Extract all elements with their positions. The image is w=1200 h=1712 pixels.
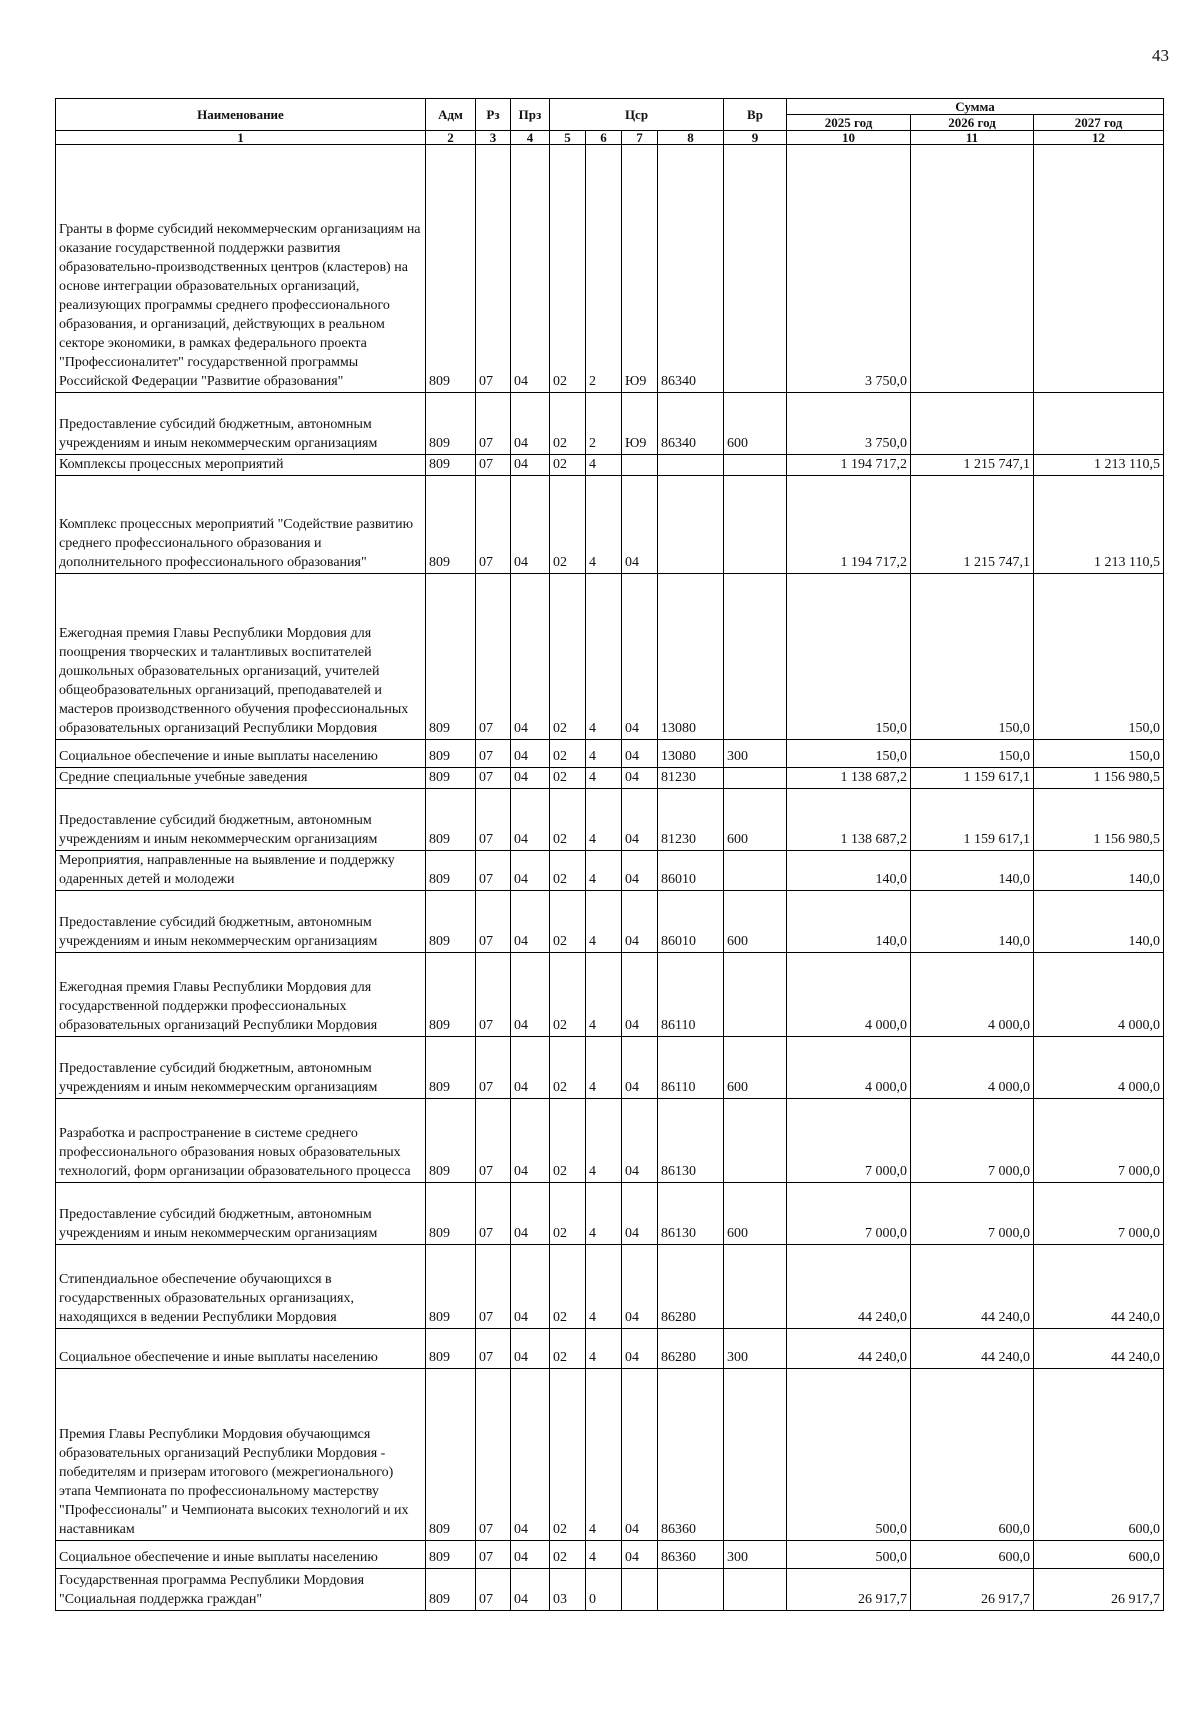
- header-vr: Вр: [724, 99, 787, 131]
- cell-sum-2027: 150,0: [1034, 740, 1164, 768]
- cell-sum-2025: 44 240,0: [787, 1245, 911, 1329]
- col-number: 10: [787, 131, 911, 145]
- col-number: 7: [622, 131, 658, 145]
- cell-csr-7: 04: [622, 1541, 658, 1569]
- cell-csr-5: 02: [550, 1099, 586, 1183]
- cell-csr-7: 04: [622, 789, 658, 851]
- header-year-2026: 2026 год: [911, 115, 1034, 131]
- cell-sum-2027: 26 917,7: [1034, 1569, 1164, 1611]
- cell-sum-2027: 7 000,0: [1034, 1099, 1164, 1183]
- cell-rz: 07: [476, 768, 511, 789]
- cell-prz: 04: [511, 145, 550, 393]
- row-name: Мероприятия, направленные на выявление и поддержку одаренных детей и молодежи: [56, 851, 426, 891]
- cell-sum-2025: 140,0: [787, 851, 911, 891]
- cell-csr-7: [622, 1569, 658, 1611]
- table-row: [56, 476, 1164, 574]
- cell-sum-2027: 600,0: [1034, 1369, 1164, 1541]
- table-row: [56, 1541, 1164, 1569]
- cell-csr-6: 4: [586, 1245, 622, 1329]
- cell-sum-2027: 44 240,0: [1034, 1329, 1164, 1369]
- cell-csr-5: 02: [550, 1369, 586, 1541]
- cell-vr: 600: [724, 1037, 787, 1099]
- cell-csr-7: 04: [622, 891, 658, 953]
- row-name: Ежегодная премия Главы Республики Мордовия для государственной поддержки профессиональных образовательных организаций Республики Мордовия: [56, 953, 426, 1037]
- cell-prz: 04: [511, 1183, 550, 1245]
- header-rz: Рз: [476, 99, 511, 131]
- cell-rz: 07: [476, 455, 511, 476]
- cell-csr-5: 02: [550, 1037, 586, 1099]
- cell-csr-5: 02: [550, 393, 586, 455]
- cell-csr-5: 02: [550, 1329, 586, 1369]
- table-row: [56, 1183, 1164, 1245]
- cell-rz: 07: [476, 1369, 511, 1541]
- cell-rz: 07: [476, 1099, 511, 1183]
- cell-sum-2027: 1 213 110,5: [1034, 476, 1164, 574]
- row-name: Предоставление субсидий бюджетным, автономным учреждениям и иным некоммерческим организациям: [56, 393, 426, 455]
- cell-prz: 04: [511, 574, 550, 740]
- table-row: [56, 768, 1164, 789]
- cell-csr-7: 04: [622, 740, 658, 768]
- cell-sum-2025: 500,0: [787, 1541, 911, 1569]
- header-name: Наименование: [56, 99, 426, 131]
- cell-csr-5: 02: [550, 476, 586, 574]
- cell-sum-2025: 3 750,0: [787, 393, 911, 455]
- cell-vr: 300: [724, 1329, 787, 1369]
- cell-csr-5: 02: [550, 574, 586, 740]
- cell-csr-8: 86130: [658, 1183, 724, 1245]
- cell-csr-6: 4: [586, 1099, 622, 1183]
- cell-vr: 300: [724, 1541, 787, 1569]
- cell-adm: 809: [426, 1037, 476, 1099]
- table-row: [56, 953, 1164, 1037]
- cell-sum-2026: 150,0: [911, 574, 1034, 740]
- cell-csr-8: [658, 455, 724, 476]
- cell-rz: 07: [476, 393, 511, 455]
- header-year-2025: 2025 год: [787, 115, 911, 131]
- cell-csr-5: 02: [550, 768, 586, 789]
- cell-adm: 809: [426, 953, 476, 1037]
- cell-csr-7: Ю9: [622, 145, 658, 393]
- cell-sum-2026: 7 000,0: [911, 1099, 1034, 1183]
- cell-csr-5: 02: [550, 455, 586, 476]
- cell-csr-8: 86010: [658, 891, 724, 953]
- table-row: [56, 574, 1164, 740]
- cell-prz: 04: [511, 1245, 550, 1329]
- table-row: [56, 1245, 1164, 1329]
- cell-csr-6: 4: [586, 740, 622, 768]
- cell-csr-5: 02: [550, 953, 586, 1037]
- cell-adm: 809: [426, 1369, 476, 1541]
- cell-sum-2025: 150,0: [787, 740, 911, 768]
- table-row: [56, 851, 1164, 891]
- cell-csr-8: 86280: [658, 1245, 724, 1329]
- row-name: Комплекс процессных мероприятий "Содействие развитию среднего профессионального образования и дополнительного профессионального образования": [56, 476, 426, 574]
- cell-sum-2027: 1 213 110,5: [1034, 455, 1164, 476]
- cell-adm: 809: [426, 768, 476, 789]
- cell-sum-2025: 4 000,0: [787, 1037, 911, 1099]
- cell-vr: [724, 145, 787, 393]
- row-name: Средние специальные учебные заведения: [56, 768, 426, 789]
- cell-sum-2026: 4 000,0: [911, 953, 1034, 1037]
- cell-sum-2027: 140,0: [1034, 851, 1164, 891]
- cell-sum-2027: 600,0: [1034, 1541, 1164, 1569]
- cell-adm: 809: [426, 1541, 476, 1569]
- cell-csr-5: 02: [550, 145, 586, 393]
- cell-sum-2027: 1 156 980,5: [1034, 789, 1164, 851]
- cell-csr-8: 86010: [658, 851, 724, 891]
- cell-sum-2025: 1 194 717,2: [787, 455, 911, 476]
- cell-csr-8: 81230: [658, 789, 724, 851]
- cell-csr-6: 4: [586, 455, 622, 476]
- cell-sum-2027: 1 156 980,5: [1034, 768, 1164, 789]
- page-number: 43: [1152, 46, 1169, 65]
- cell-csr-7: 04: [622, 1369, 658, 1541]
- cell-csr-5: 02: [550, 1245, 586, 1329]
- cell-rz: 07: [476, 1245, 511, 1329]
- row-name: Премия Главы Республики Мордовия обучающимся образовательных организаций Республики Мордовия - победителям и призерам итогового (межрегионального) этапа Чемпионата по профессиональному мастерству "Профессионалы" и Чемпионата высоких технологий и их наставникам: [56, 1369, 426, 1541]
- cell-adm: 809: [426, 1329, 476, 1369]
- cell-csr-6: 4: [586, 768, 622, 789]
- cell-csr-5: 02: [550, 789, 586, 851]
- cell-csr-8: [658, 476, 724, 574]
- cell-csr-8: 13080: [658, 574, 724, 740]
- cell-sum-2025: 7 000,0: [787, 1099, 911, 1183]
- cell-prz: 04: [511, 851, 550, 891]
- row-name: Государственная программа Республики Мордовия "Социальная поддержка граждан": [56, 1569, 426, 1611]
- cell-adm: 809: [426, 145, 476, 393]
- cell-csr-8: 86340: [658, 393, 724, 455]
- cell-sum-2027: 140,0: [1034, 891, 1164, 953]
- cell-sum-2027: 44 240,0: [1034, 1245, 1164, 1329]
- cell-sum-2027: [1034, 393, 1164, 455]
- row-name: Социальное обеспечение и иные выплаты населению: [56, 740, 426, 768]
- cell-rz: 07: [476, 789, 511, 851]
- cell-adm: 809: [426, 851, 476, 891]
- cell-rz: 07: [476, 891, 511, 953]
- cell-sum-2026: 1 215 747,1: [911, 476, 1034, 574]
- cell-sum-2025: 150,0: [787, 574, 911, 740]
- cell-adm: 809: [426, 740, 476, 768]
- cell-rz: 07: [476, 145, 511, 393]
- cell-csr-7: 04: [622, 768, 658, 789]
- cell-adm: 809: [426, 891, 476, 953]
- cell-adm: 809: [426, 476, 476, 574]
- cell-vr: [724, 851, 787, 891]
- cell-csr-7: 04: [622, 953, 658, 1037]
- cell-adm: 809: [426, 1245, 476, 1329]
- cell-adm: 809: [426, 1099, 476, 1183]
- cell-sum-2025: 7 000,0: [787, 1183, 911, 1245]
- cell-csr-8: 86360: [658, 1369, 724, 1541]
- cell-adm: 809: [426, 789, 476, 851]
- cell-adm: 809: [426, 393, 476, 455]
- col-number: 2: [426, 131, 476, 145]
- cell-prz: 04: [511, 953, 550, 1037]
- header-year-2027: 2027 год: [1034, 115, 1164, 131]
- cell-sum-2025: 3 750,0: [787, 145, 911, 393]
- cell-prz: 04: [511, 891, 550, 953]
- cell-prz: 04: [511, 476, 550, 574]
- cell-csr-7: 04: [622, 851, 658, 891]
- cell-csr-7: 04: [622, 476, 658, 574]
- cell-sum-2026: 140,0: [911, 891, 1034, 953]
- cell-prz: 04: [511, 768, 550, 789]
- cell-csr-8: 86340: [658, 145, 724, 393]
- cell-csr-5: 02: [550, 740, 586, 768]
- row-name: Предоставление субсидий бюджетным, автономным учреждениям и иным некоммерческим организациям: [56, 891, 426, 953]
- cell-rz: 07: [476, 1183, 511, 1245]
- cell-csr-6: 4: [586, 789, 622, 851]
- cell-csr-8: 86110: [658, 1037, 724, 1099]
- header-csr: Цср: [550, 99, 724, 131]
- cell-prz: 04: [511, 1369, 550, 1541]
- cell-csr-8: 86110: [658, 953, 724, 1037]
- table-row: [56, 393, 1164, 455]
- cell-sum-2025: 44 240,0: [787, 1329, 911, 1369]
- cell-csr-6: 4: [586, 891, 622, 953]
- header-adm: Адм: [426, 99, 476, 131]
- cell-prz: 04: [511, 1569, 550, 1611]
- cell-csr-7: Ю9: [622, 393, 658, 455]
- header-summa: Сумма: [787, 99, 1164, 115]
- row-name: Комплексы процессных мероприятий: [56, 455, 426, 476]
- cell-vr: [724, 1245, 787, 1329]
- cell-csr-6: 4: [586, 1183, 622, 1245]
- cell-vr: 600: [724, 891, 787, 953]
- cell-sum-2027: 4 000,0: [1034, 953, 1164, 1037]
- cell-vr: [724, 455, 787, 476]
- table-row: [56, 1099, 1164, 1183]
- cell-csr-8: [658, 1569, 724, 1611]
- cell-sum-2025: 1 194 717,2: [787, 476, 911, 574]
- cell-csr-8: 13080: [658, 740, 724, 768]
- cell-sum-2025: 500,0: [787, 1369, 911, 1541]
- col-number: 8: [658, 131, 724, 145]
- cell-prz: 04: [511, 1099, 550, 1183]
- row-name: Ежегодная премия Главы Республики Мордовия для поощрения творческих и талантливых воспитателей дошкольных образовательных организаций, учителей общеобразовательных организаций, преподавателей и мастеров производственного обучения профессиональных образовательных организаций Республики Мордовия: [56, 574, 426, 740]
- cell-sum-2026: 1 159 617,1: [911, 789, 1034, 851]
- cell-prz: 04: [511, 393, 550, 455]
- cell-csr-6: 0: [586, 1569, 622, 1611]
- cell-vr: 600: [724, 1183, 787, 1245]
- cell-sum-2026: 44 240,0: [911, 1329, 1034, 1369]
- col-number: 1: [56, 131, 426, 145]
- cell-csr-6: 4: [586, 851, 622, 891]
- col-number: 9: [724, 131, 787, 145]
- row-name: Стипендиальное обеспечение обучающихся в государственных образовательных организациях, находящихся в ведении Республики Мордовия: [56, 1245, 426, 1329]
- cell-csr-8: 86130: [658, 1099, 724, 1183]
- table-row: [56, 1569, 1164, 1611]
- table-row: [56, 789, 1164, 851]
- cell-sum-2026: 26 917,7: [911, 1569, 1034, 1611]
- cell-csr-7: 04: [622, 1329, 658, 1369]
- col-number: 12: [1034, 131, 1164, 145]
- col-number: 6: [586, 131, 622, 145]
- cell-rz: 07: [476, 1037, 511, 1099]
- cell-csr-6: 4: [586, 1329, 622, 1369]
- cell-csr-8: 86360: [658, 1541, 724, 1569]
- cell-vr: [724, 574, 787, 740]
- cell-rz: 07: [476, 574, 511, 740]
- cell-csr-7: 04: [622, 1037, 658, 1099]
- cell-csr-5: 02: [550, 891, 586, 953]
- cell-vr: 600: [724, 393, 787, 455]
- cell-prz: 04: [511, 740, 550, 768]
- cell-sum-2026: 4 000,0: [911, 1037, 1034, 1099]
- cell-vr: [724, 953, 787, 1037]
- cell-csr-6: 4: [586, 574, 622, 740]
- cell-vr: 300: [724, 740, 787, 768]
- cell-vr: [724, 476, 787, 574]
- row-name: Гранты в форме субсидий некоммерческим организациям на оказание государственной поддержки развития образовательно-производственных центров (кластеров) на основе интеграции образовательных организаций, реализующих программы среднего профессионального образования, и организаций, действующих в реальном секторе экономики, в рамках федерального проекта "Профессионалитет" государственной программы Российской Федерации "Развитие образования": [56, 145, 426, 393]
- cell-adm: 809: [426, 1569, 476, 1611]
- cell-csr-6: 4: [586, 476, 622, 574]
- cell-sum-2027: 4 000,0: [1034, 1037, 1164, 1099]
- cell-sum-2026: 44 240,0: [911, 1245, 1034, 1329]
- budget-table: [55, 98, 1164, 1611]
- header-prz: Прз: [511, 99, 550, 131]
- cell-rz: 07: [476, 740, 511, 768]
- cell-sum-2026: [911, 145, 1034, 393]
- cell-vr: [724, 1099, 787, 1183]
- cell-csr-5: 02: [550, 851, 586, 891]
- cell-adm: 809: [426, 455, 476, 476]
- col-number: 3: [476, 131, 511, 145]
- cell-csr-5: 03: [550, 1569, 586, 1611]
- cell-prz: 04: [511, 1329, 550, 1369]
- cell-sum-2026: 1 159 617,1: [911, 768, 1034, 789]
- cell-vr: [724, 1569, 787, 1611]
- table-row: [56, 1329, 1164, 1369]
- row-name: Предоставление субсидий бюджетным, автономным учреждениям и иным некоммерческим организациям: [56, 789, 426, 851]
- cell-csr-7: 04: [622, 1245, 658, 1329]
- col-number: 4: [511, 131, 550, 145]
- col-number: 5: [550, 131, 586, 145]
- row-name: Разработка и распространение в системе среднего профессионального образования новых образовательных технологий, форм организации образовательного процесса: [56, 1099, 426, 1183]
- cell-csr-6: 2: [586, 145, 622, 393]
- cell-csr-5: 02: [550, 1541, 586, 1569]
- cell-csr-6: 4: [586, 1037, 622, 1099]
- cell-rz: 07: [476, 1329, 511, 1369]
- cell-csr-6: 2: [586, 393, 622, 455]
- cell-rz: 07: [476, 1569, 511, 1611]
- table-row: [56, 455, 1164, 476]
- cell-prz: 04: [511, 455, 550, 476]
- cell-vr: [724, 768, 787, 789]
- cell-csr-5: 02: [550, 1183, 586, 1245]
- cell-csr-7: [622, 455, 658, 476]
- cell-csr-7: 04: [622, 574, 658, 740]
- cell-sum-2025: 140,0: [787, 891, 911, 953]
- cell-sum-2026: 150,0: [911, 740, 1034, 768]
- cell-vr: [724, 1369, 787, 1541]
- cell-sum-2026: 1 215 747,1: [911, 455, 1034, 476]
- cell-vr: 600: [724, 789, 787, 851]
- cell-rz: 07: [476, 476, 511, 574]
- cell-rz: 07: [476, 851, 511, 891]
- cell-sum-2025: 1 138 687,2: [787, 768, 911, 789]
- col-number: 11: [911, 131, 1034, 145]
- table-row: [56, 1037, 1164, 1099]
- cell-sum-2027: 150,0: [1034, 574, 1164, 740]
- cell-sum-2027: [1034, 145, 1164, 393]
- cell-csr-6: 4: [586, 1541, 622, 1569]
- cell-sum-2026: 600,0: [911, 1541, 1034, 1569]
- cell-csr-8: 86280: [658, 1329, 724, 1369]
- cell-sum-2025: 26 917,7: [787, 1569, 911, 1611]
- cell-rz: 07: [476, 953, 511, 1037]
- cell-rz: 07: [476, 1541, 511, 1569]
- table-row: [56, 145, 1164, 393]
- cell-adm: 809: [426, 1183, 476, 1245]
- cell-prz: 04: [511, 789, 550, 851]
- cell-sum-2026: 600,0: [911, 1369, 1034, 1541]
- cell-csr-6: 4: [586, 953, 622, 1037]
- cell-prz: 04: [511, 1037, 550, 1099]
- cell-sum-2025: 1 138 687,2: [787, 789, 911, 851]
- table-row: [56, 740, 1164, 768]
- cell-sum-2027: 7 000,0: [1034, 1183, 1164, 1245]
- cell-csr-7: 04: [622, 1099, 658, 1183]
- row-name: Предоставление субсидий бюджетным, автономным учреждениям и иным некоммерческим организациям: [56, 1037, 426, 1099]
- row-name: Социальное обеспечение и иные выплаты населению: [56, 1541, 426, 1569]
- cell-sum-2026: [911, 393, 1034, 455]
- cell-sum-2025: 4 000,0: [787, 953, 911, 1037]
- row-name: Предоставление субсидий бюджетным, автономным учреждениям и иным некоммерческим организациям: [56, 1183, 426, 1245]
- table-row: [56, 1369, 1164, 1541]
- cell-csr-8: 81230: [658, 768, 724, 789]
- cell-prz: 04: [511, 1541, 550, 1569]
- cell-csr-6: 4: [586, 1369, 622, 1541]
- cell-sum-2026: 140,0: [911, 851, 1034, 891]
- cell-sum-2026: 7 000,0: [911, 1183, 1034, 1245]
- row-name: Социальное обеспечение и иные выплаты населению: [56, 1329, 426, 1369]
- cell-adm: 809: [426, 574, 476, 740]
- table-row: [56, 891, 1164, 953]
- cell-csr-7: 04: [622, 1183, 658, 1245]
